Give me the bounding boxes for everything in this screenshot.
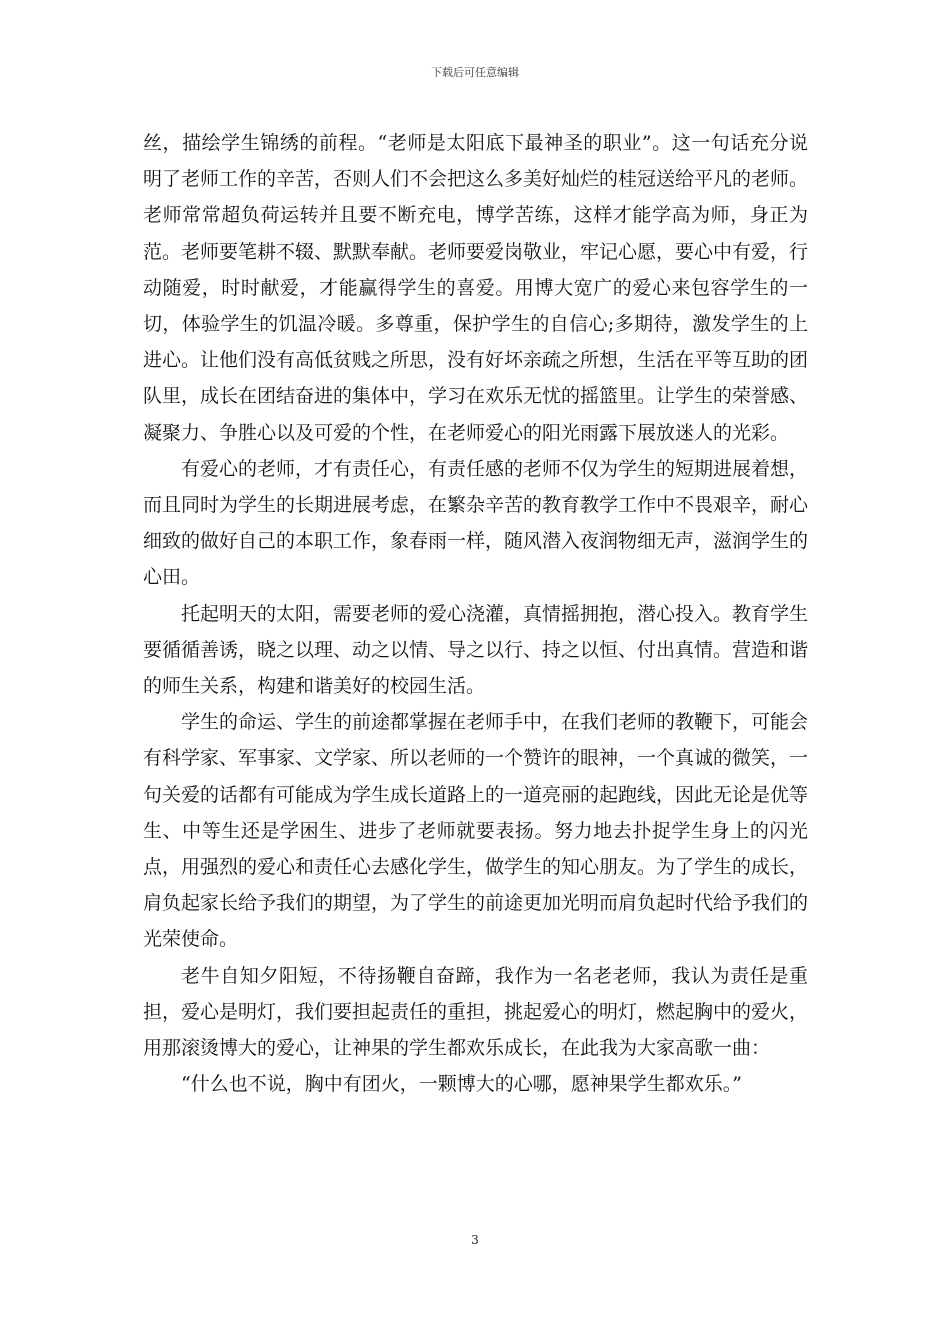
paragraph-continued: 丝，描绘学生锦绣的前程。“老师是太阳底下最神圣的职业”。这一句话充分说明了老师工作的辛苦，否则人们不会把这么多美好灿烂的桂冠送给平凡的老师。老师常常超负荷运转并且要不断充电，博学苦练，这样才能学高为师，身正为范。老师要笔耕不辍、默默奉献。老师要爱岗敬业，牢记心愿，要心中有爱，行动随爱，时时献爱，才能赢得学生的喜爱。用博大宽广的爱心来包容学生的一切，体验学生的饥温冷暖。多尊重，保护学生的自信心;多期待，激发学生的上进心。让他们没有高低贫贱之所思，没有好坏亲疏之所想，生活在平等互助的团队里，成长在团结奋进的集体中，学习在欢乐无忧的摇篮里。让学生的荣誉感、凝聚力、争胜心以及可爱的个性，在老师爱心的阳光雨露下展放迷人的光彩。 — [143, 132, 809, 444]
document-body — [143, 125, 808, 1102]
page-header: 下载后可任意编辑 — [431, 66, 519, 79]
page-number: 3 — [471, 1233, 479, 1247]
paragraph-responsibility: 有爱心的老师，才有责任心，有责任感的老师不仅为学生的短期进展着想，而且同时为学生的长期进展考虑，在繁杂辛苦的教育教学工作中不畏艰辛，耐心细致的做好自己的本职工作，象春雨一样，随风潜入夜润物细无声，滋润学生的心田。 — [143, 457, 809, 589]
paragraph-tomorrow-sun: 托起明天的太阳，需要老师的爱心浇灌，真情摇拥抱，潜心投入。教育学生要循循善诱，晓之以理、动之以情、导之以行、持之以恒、付出真情。营造和谐的师生关系，构建和谐美好的校园生活。 — [143, 602, 809, 698]
paragraph-student-fate: 学生的命运、学生的前途都掌握在老师手中，在我们老师的教鞭下，可能会有科学家、军事家、文学家、所以老师的一个赞许的眼神，一个真诚的微笑，一句关爱的话都有可能成为学生成长道路上的一道亮丽的起跑线，因此无论是优等生、中等生还是学困生、进步了老师就要表扬。努力地去扑捉学生身上的闪光点，用强烈的爱心和责任心去感化学生，做学生的知心朋友。为了学生的成长，肩负起家长给予我们的期望，为了学生的前途更加光明而肩负起时代给予我们的光荣使命。 — [143, 711, 809, 951]
paragraph-song-quote: “什么也不说，胸中有团火，一颗博大的心哪，愿神果学生都欢乐。” — [181, 1073, 742, 1096]
paragraph-old-ox: 老牛自知夕阳短，不待扬鞭自奋蹄，我作为一名老老师，我认为责任是重担，爱心是明灯，我们要担起责任的重担，挑起爱心的明灯，燃起胸中的爱火，用那滚烫博大的爱心，让神果的学生都欢乐成长，在此我为大家高歌一曲： — [143, 964, 809, 1060]
